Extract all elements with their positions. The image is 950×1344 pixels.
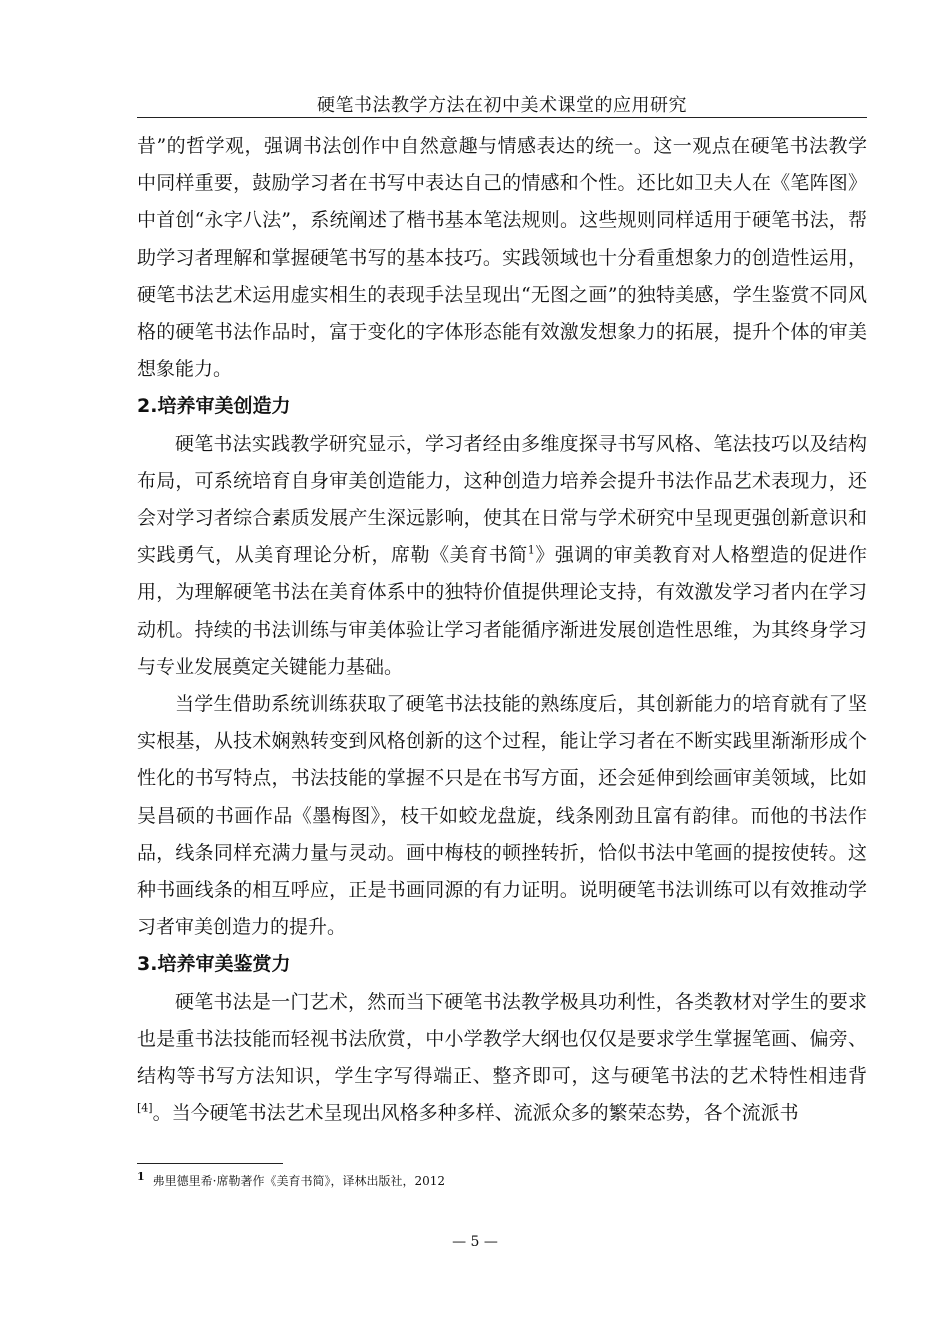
section-heading-3: 3.培养审美鉴赏力 (137, 953, 291, 976)
footnote (137, 1172, 867, 1190)
citation-ref[interactable]: [4] (137, 1101, 153, 1115)
body-text (137, 128, 867, 1132)
paragraph-skill-to-style: 当学生借助系统训练获取了硬笔书法技能的熟练度后，其创新能力的培育就有了坚实根基，从技术娴熟转变到风格创新的这个过程，能让学习者在不断实践里渐渐形成个性化的书写特点，书法技能的掌握不只是在书写方面，还会延伸到绘画审美领域，比如吴昌硕的书画作品《墨梅图》，枝干如蛟龙盘旋，线条刚劲且富有韵律。而他的书法作品，线条同样充满力量与灵动。画中梅枝的顿挫转折，恰似书法中笔画的提按使转。这种书画线条的相互呼应，正是书画同源的有力证明。说明硬笔书法训练可以有效推动学习者审美创造力的提升。 (137, 693, 867, 939)
running-header: 硬笔书法教学方法在初中美术课堂的应用研究 (317, 95, 687, 116)
footnote-text: 弗里德里希·席勒著作《美育书简》，译林出版社，2012 (152, 1174, 446, 1188)
footnote-ref[interactable]: 1 (527, 543, 535, 557)
footnote-mark: 1 (137, 1170, 145, 1183)
section-heading-2: 2.培养审美创造力 (137, 395, 291, 418)
paragraph-aesthetic-creativity (137, 426, 867, 686)
paragraph-text: 硬笔书法是一门艺术，然而当下硬笔书法教学极具功利性，各类教材对学生的要求也是重书法技能而轻视书法欣赏，中小学教学大纲也仅仅是要求学生掌握笔画、偏旁、结构等书写方法知识，学生字写得端正、整齐即可，这与硬笔书法的艺术特性相违背 (137, 990, 867, 1088)
paragraph-continuation: 昔”的哲学观，强调书法创作中自然意趣与情感表达的统一。这一观点在硬笔书法教学中同样重要，鼓励学习者在书写中表达自己的情感和个性。还比如卫夫人在《笔阵图》中首创“永字八法”，系统阐述了楷书基本笔法规则。这些规则同样适用于硬笔书法，帮助学习者理解和掌握硬笔书写的基本技巧。实践领域也十分看重想象力的创造性运用，硬笔书法艺术运用虚实相生的表现手法呈现出“无图之画”的独特美感，学生鉴赏不同风格的硬笔书法作品时，富于变化的字体形态能有效激发想象力的拓展，提升个体的审美想象能力。 (137, 135, 867, 381)
paragraph-aesthetic-appreciation (137, 984, 867, 1133)
footnote-rule (137, 1163, 283, 1164)
paragraph-text: 硬笔书法实践教学研究显示，学习者经由多维度探寻书写风格、笔法技巧以及结构布局，可系统培育自身审美创造能力，这种创造力培养会提升书法作品艺术表现力，还会对学习者综合素质发展产生深远影响，使其在日常与学术研究中呈现更强创新意识和实践勇气，从美育理论分析，席勒《美育书简 (137, 432, 867, 567)
paragraph-text: 。当今硬笔书法艺术呈现出风格多种多样、流派众多的繁荣态势，各个流派书 (152, 1102, 799, 1125)
paragraph-text: 》强调的审美教育对人格塑造的促进作用，为理解硬笔书法在美育体系中的独特价值提供理论支持，有效激发学习者内在学习动机。持续的书法训练与审美体验让学习者能循序渐进发展创造性思维，为其终身学习与专业发展奠定关键能力基础。 (137, 544, 867, 678)
header-rule (137, 117, 867, 118)
page-number: — 5 — (452, 1234, 498, 1250)
